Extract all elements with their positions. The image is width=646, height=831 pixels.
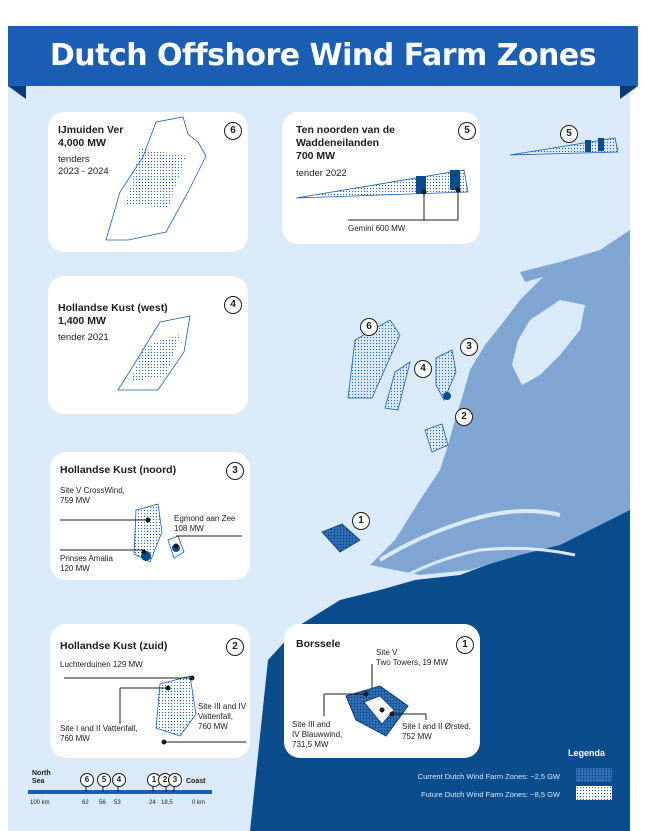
card-text: tender 2022 bbox=[296, 168, 347, 179]
card-hollandse-kust-noord bbox=[50, 452, 250, 580]
scale-km-18-5: 18,5 bbox=[161, 800, 173, 806]
zone-shape-6 bbox=[48, 112, 248, 252]
scale-start: 100 km bbox=[30, 800, 50, 806]
card-title: Hollandse Kust (noord) bbox=[60, 464, 177, 476]
card-title: Ten noorden van de Waddeneilanden 700 MW bbox=[296, 124, 395, 162]
vattenfall-iii-iv-label: Site III and IV Vattenfall, 760 MW bbox=[198, 702, 247, 731]
luchterduinen-label: Luchterduinen 129 MW bbox=[60, 660, 143, 669]
card-borssele bbox=[284, 624, 480, 758]
card-title: Hollandse Kust (zuid) bbox=[60, 640, 168, 652]
scale-badge-1: 1 bbox=[147, 773, 161, 787]
scale-badge-2: 2 bbox=[158, 773, 172, 787]
map-badge-2: 2 bbox=[455, 408, 473, 426]
card-badge: 3 bbox=[226, 462, 244, 480]
card-ijmuiden-ver bbox=[48, 112, 248, 252]
map-badge-5: 5 bbox=[560, 125, 578, 143]
scale-km-24: 24 bbox=[149, 800, 156, 806]
page-title: Dutch Offshore Wind Farm Zones bbox=[49, 38, 597, 73]
card-text: tenders 2023 - 2024 bbox=[58, 154, 109, 177]
card-title: Hollandse Kust (west) 1,400 MW bbox=[58, 302, 168, 327]
prinses-amalia-label: Prinses Amalia 120 MW bbox=[60, 554, 113, 573]
scale-end: 0 km bbox=[192, 800, 206, 806]
card-badge: 5 bbox=[458, 122, 476, 140]
scale-km-56: 56 bbox=[99, 800, 106, 806]
scale-coast: Coast bbox=[186, 778, 206, 785]
gemini-label: Gemini 600 MW bbox=[348, 224, 406, 233]
zone-shape-4 bbox=[48, 276, 248, 414]
map-badge-4: 4 bbox=[414, 360, 432, 378]
banner-fold-left bbox=[8, 86, 26, 99]
legend-title: Legenda bbox=[568, 748, 606, 758]
scale-badge-5: 5 bbox=[97, 773, 111, 787]
card-title: Borssele bbox=[296, 638, 341, 650]
scale-badge-4: 4 bbox=[112, 773, 126, 787]
two-towers-label: Site V Two Towers, 19 MW bbox=[376, 648, 448, 667]
card-waddeneilanden bbox=[282, 112, 480, 244]
card-badge: 4 bbox=[224, 296, 242, 314]
card-badge: 2 bbox=[226, 638, 244, 656]
card-title: IJmuiden Ver 4,000 MW bbox=[58, 124, 124, 149]
crosswind-label: Site V CrossWind, 759 MW bbox=[60, 486, 125, 505]
card-hollandse-kust-west bbox=[48, 276, 248, 414]
map-badge-1: 1 bbox=[352, 512, 370, 530]
map-badge-6: 6 bbox=[360, 318, 378, 336]
scale-badge-6: 6 bbox=[80, 773, 94, 787]
egmond-label: Egmond aan Zee 108 MW bbox=[174, 514, 236, 533]
card-badge: 6 bbox=[224, 122, 242, 140]
scale-badge-3: 3 bbox=[168, 773, 182, 787]
distance-scale bbox=[28, 778, 248, 808]
vattenfall-i-ii-label: Site I and II Vattenfall, 760 MW bbox=[60, 724, 138, 743]
card-badge: 1 bbox=[456, 636, 474, 654]
map-zone-3-current bbox=[443, 392, 451, 400]
card-text: tender 2021 bbox=[58, 332, 109, 343]
scale-km-53: 53 bbox=[114, 800, 121, 806]
blauwwind-label: Site III and IV Blauwwind, 731,5 MW bbox=[292, 720, 343, 749]
legend-future: Future Dutch Wind Farm Zones: ~8,5 GW bbox=[420, 790, 560, 799]
orsted-label: Site I and II Ørsted, 752 MW bbox=[402, 722, 471, 741]
map-badge-3: 3 bbox=[460, 338, 478, 356]
scale-km-62: 62 bbox=[82, 800, 89, 806]
card-hollandse-kust-zuid bbox=[50, 624, 250, 758]
legend-swatches bbox=[576, 768, 616, 802]
scale-north-sea: North Sea bbox=[32, 770, 51, 785]
legend-current: Current Dutch Wind Farm Zones: ~2,5 GW bbox=[417, 772, 560, 781]
banner-fold-right bbox=[620, 86, 638, 99]
